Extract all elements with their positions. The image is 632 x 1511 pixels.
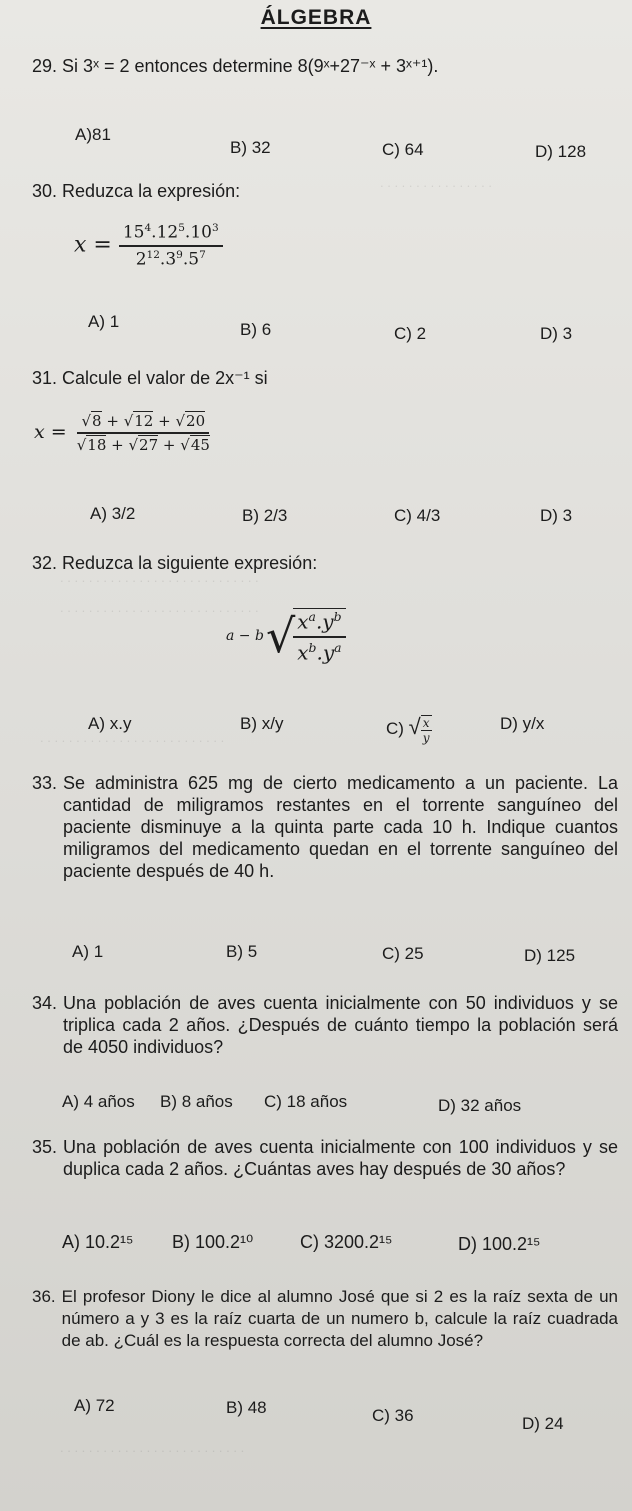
question-36-option-c: C) 36 xyxy=(372,1406,414,1425)
question-34-option-d: D) 32 años xyxy=(438,1096,522,1115)
question-34-text: Una población de aves cuenta inicialmente con 50 individuos y se triplica cada 2 años. ¿Después de cuánto tiempo la población será de 4050 individuos? xyxy=(63,993,618,1057)
question-32-text: Reduzca la siguiente expresión: xyxy=(62,553,318,573)
question-30-formula: x = $\frac{15^4.12^5.10^3}{2^{12}.3^9.5^7}$ xyxy=(74,222,223,269)
question-31-formula: x = $\frac{√8 + √12 + √20}{√18 + √27 + √45}$ xyxy=(34,412,210,454)
question-29: 29. Si 3ˣ = 2 entonces determine 8(9ˣ+27⁻ˣ + 3ˣ⁺¹). xyxy=(32,56,439,76)
question-34-option-c: C) 18 años xyxy=(264,1092,348,1111)
question-31: 31. Calcule el valor de 2x⁻¹ si xyxy=(32,368,268,388)
question-30: 30. Reduzca la expresión: xyxy=(32,181,241,201)
question-33-option-c: C) 25 xyxy=(382,944,424,963)
page-title: ÁLGEBRA xyxy=(260,6,372,29)
question-32: 32. Reduzca la siguiente expresión: xyxy=(32,553,318,573)
question-34-option-a: A) 4 años xyxy=(62,1092,135,1111)
question-30-option-b: B) 6 xyxy=(240,320,272,339)
question-36-option-d: D) 24 xyxy=(522,1414,564,1433)
question-34-option-b: B) 8 años xyxy=(160,1092,233,1111)
question-32-formula: a − b √ $\frac{x^a.y^b}{x^b.y^a}$ xyxy=(226,608,346,664)
question-35-option-b: B) 100.2¹⁰ xyxy=(172,1232,254,1252)
question-31-option-a: A) 3/2 xyxy=(90,504,136,523)
question-33-option-d: D) 125 xyxy=(524,946,576,965)
question-32-option-a: A) x.y xyxy=(88,714,132,733)
bleed-through-text: . . . . . . . . . . . . . . . . . . . . . . . . . . xyxy=(40,730,225,745)
question-35: 35. Una población de aves cuenta inicialmente con 100 individuos y se duplica cada 2 años. ¿Cuántas aves hay después de 30 años? xyxy=(32,1137,618,1179)
question-36-option-b: B) 48 xyxy=(226,1398,267,1417)
question-30-option-c: C) 2 xyxy=(394,324,427,343)
bleed-through-text: . . . . . . . . . . . . . . . . . . . . . . . . . . xyxy=(60,1440,245,1455)
question-32-option-c: C) √ $\frac{x}{y}$ xyxy=(386,714,430,745)
question-29-option-d: D) 128 xyxy=(535,142,587,161)
question-35-option-d: D) 100.2¹⁵ xyxy=(458,1234,541,1254)
question-29-text: Si 3ˣ = 2 entonces determine 8(9ˣ+27⁻ˣ + 3ˣ⁺¹). xyxy=(62,56,439,76)
question-29-option-a: A)81 xyxy=(75,125,111,144)
bleed-through-text: . . . . . . . . . . . . . . . . . . . . . . . . . . . . xyxy=(60,570,259,585)
question-31-option-c: C) 4/3 xyxy=(394,506,441,525)
question-35-option-c: C) 3200.2¹⁵ xyxy=(300,1232,393,1252)
question-33-option-a: A) 1 xyxy=(72,942,104,961)
question-33-text: Se administra 625 mg de cierto medicamento a un paciente. La cantidad de miligramos restantes en el torrente sanguíneo del paciente disminuye a la quinta parte cada 10 h. Indique cuantos miligramos del medicamento quedan en el torrente sanguíneo del paciente después de 40 h. xyxy=(63,773,618,881)
question-34: 34. Una población de aves cuenta inicialmente con 50 individuos y se triplica cada 2 años. ¿Después de cuánto tiempo la población será de 4050 individuos? xyxy=(32,993,618,1057)
question-35-option-a: A) 10.2¹⁵ xyxy=(62,1232,134,1252)
question-35-text: Una población de aves cuenta inicialmente con 100 individuos y se duplica cada 2 años. ¿Cuántas aves hay después de 30 años? xyxy=(63,1137,618,1179)
question-30-text: Reduzca la expresión: xyxy=(62,181,241,201)
question-31-option-b: B) 2/3 xyxy=(242,506,288,525)
question-36-text: El profesor Diony le dice al alumno José que si 2 es la raíz sexta de un número a y 3 es la raíz cuarta de un numero b, calcule la raíz cuadrada de ab. ¿Cuál es la respuesta correcta del alumno José? xyxy=(61,1287,618,1350)
question-32-option-d: D) y/x xyxy=(500,714,545,733)
question-29-option-c: C) 64 xyxy=(382,140,424,159)
question-33-option-b: B) 5 xyxy=(226,942,258,961)
question-36: 36. El profesor Diony le dice al alumno José que si 2 es la raíz sexta de un número a y 3 es la raíz cuarta de un numero b, calcule la raíz cuadrada de ab. ¿Cuál es la respuesta correcta del alumno José? xyxy=(32,1287,618,1350)
question-30-option-a: A) 1 xyxy=(88,312,120,331)
bleed-through-text: . . . . . . . . . . . . . . . . xyxy=(380,175,492,190)
question-32-option-b: B) x/y xyxy=(240,714,284,733)
question-29-option-b: B) 32 xyxy=(230,138,271,157)
question-36-option-a: A) 72 xyxy=(74,1396,115,1415)
question-31-text: Calcule el valor de 2x⁻¹ si xyxy=(62,368,268,388)
bleed-through-text: . . . . . . . . . . . . . . . . . . . . . . . . . . . . xyxy=(60,600,259,615)
question-33: 33. Se administra 625 mg de cierto medicamento a un paciente. La cantidad de miligramos restantes en el torrente sanguíneo del paciente disminuye a la quinta parte cada 10 h. Indique cuantos miligramos del medicamento quedan en el torrente sanguíneo del paciente después de 40 h. xyxy=(32,773,618,881)
question-31-option-d: D) 3 xyxy=(540,506,573,525)
question-30-option-d: D) 3 xyxy=(540,324,573,343)
